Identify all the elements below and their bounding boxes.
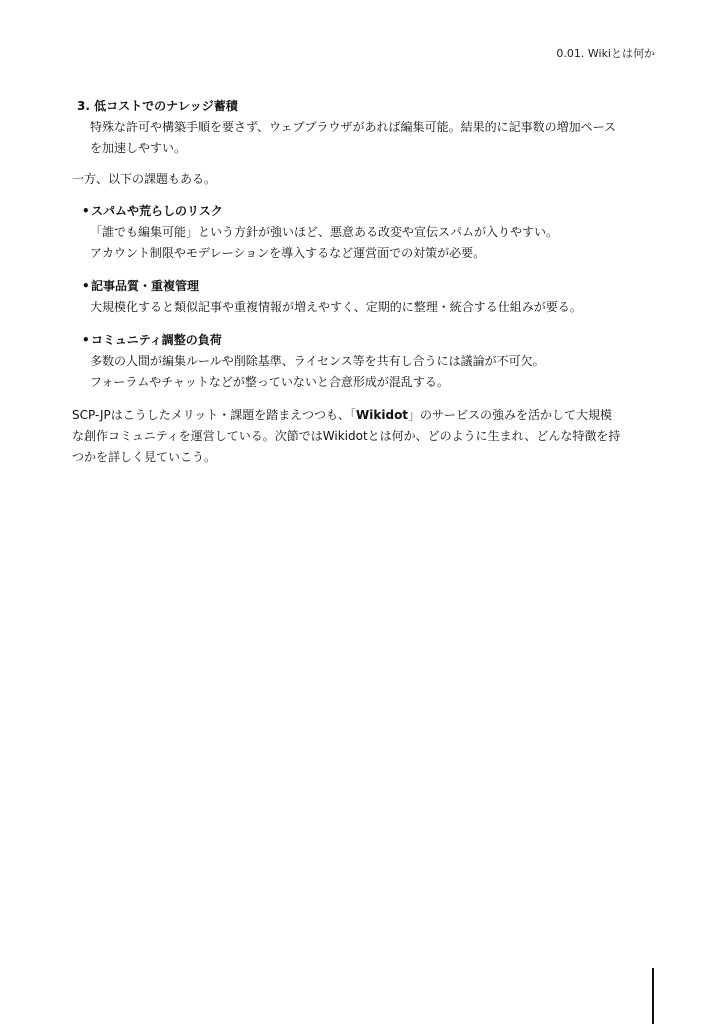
bullet-icon: •	[82, 333, 90, 347]
closing-line: SCP-JPはこうしたメリット・課題を踏まえつつも、「Wikidot」のサービスの強みを活かして大規模	[72, 408, 613, 422]
issue-line: 大規模化すると類似記事や重複情報が増えやすく、定期的に整理・統合する仕組みが要る。	[90, 300, 582, 314]
item-title: 低コストでのナレッジ蓄積	[94, 99, 238, 113]
numbered-item-line: を加速しやすい。	[90, 141, 187, 155]
issue-title: コミュニティ調整の負荷	[91, 333, 222, 347]
issue-line: フォーラムやチャットなどが整っていないと合意形成が混乱する。	[90, 375, 449, 389]
issue-line: アカウント制限やモデレーションを導入するなど運営面での対策が必要。	[90, 246, 486, 260]
issue-heading	[72, 201, 662, 222]
issue-heading	[72, 276, 662, 297]
issue-item	[72, 330, 662, 393]
numbered-item-3	[72, 96, 662, 159]
item-number: 3.	[77, 99, 90, 113]
issues-intro: 一方、以下の課題もある。	[72, 172, 217, 186]
closing-paragraph	[72, 405, 662, 468]
issue-heading	[72, 330, 662, 351]
wikidot-emphasis: Wikidot	[356, 408, 409, 422]
page-edge-rule	[652, 968, 654, 1024]
closing-line: つかを詳しく見ていこう。	[72, 450, 217, 464]
closing-line: な創作コミュニティを運営している。次節ではWikidotとは何か、どのように生まれ、どんな特徴を持	[72, 429, 621, 443]
issue-line: 多数の人間が編集ルールや削除基準、ライセンス等を共有し合うには議論が不可欠。	[90, 354, 545, 368]
issues-list	[72, 201, 662, 393]
bullet-icon: •	[82, 279, 90, 293]
numbered-item-heading	[72, 96, 662, 117]
bullet-icon: •	[82, 204, 90, 218]
issue-item	[72, 276, 662, 318]
page-body	[72, 96, 662, 468]
issue-line: 「誰でも編集可能」という方針が強いほど、悪意ある改変や宣伝スパムが入りやすい。	[90, 225, 559, 239]
issue-title: 記事品質・重複管理	[91, 279, 200, 293]
issue-title: スパムや荒らしのリスク	[91, 204, 223, 218]
numbered-item-line: 特殊な許可や構築手順を要さず、ウェブブラウザがあれば編集可能。結果的に記事数の増加ペース	[90, 120, 616, 134]
running-header: 0.01. Wikiとは何か	[556, 47, 655, 60]
issue-item	[72, 201, 662, 264]
